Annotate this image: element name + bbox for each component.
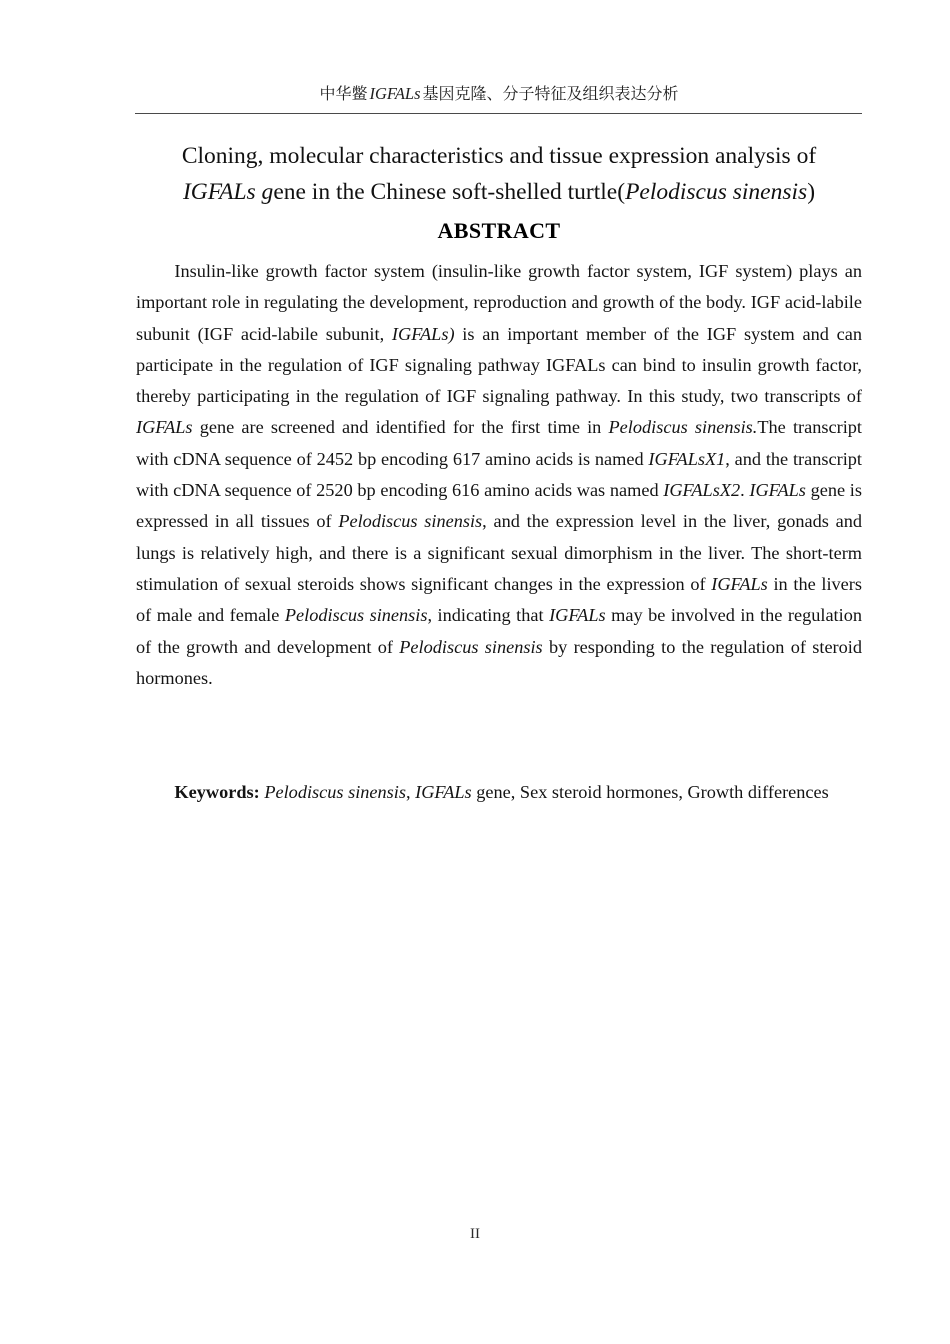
title-line-2-roman: ene in the Chinese soft-shelled turtle( xyxy=(273,179,626,205)
text-run-17: Pelodiscus sinensis xyxy=(284,605,428,626)
keywords-values xyxy=(260,782,829,802)
abstract-heading: ABSTRACT xyxy=(437,218,561,243)
text-run-4: gene are screened and identified for the first time in xyxy=(192,417,609,438)
text-run-14: , and the expression level in the liver, gonads and lungs is relatively high, and there is a significant sexual dimorphism in the liver. The short-term stimulation of sexual steroids shows significant changes in the expression of xyxy=(136,511,862,594)
text-run-4: gene, Sex steroid hormones, Growth differences xyxy=(471,782,829,802)
text-run-8: , and the transcript with cDNA sequence of 2520 bp encoding 616 amino acids was named xyxy=(136,448,862,501)
text-run-1: IGFALs) xyxy=(391,323,455,344)
running-header-gene-name: IGFALs xyxy=(369,84,421,103)
title-line-1: Cloning, molecular characteristics and tissue expression analysis of xyxy=(181,143,817,169)
text-run-7: IGFALsX1 xyxy=(648,448,726,469)
text-run-3: IGFALs xyxy=(136,417,193,438)
text-run-15: IGFALs xyxy=(711,573,768,594)
abstract-body xyxy=(136,256,862,694)
page-title xyxy=(136,138,862,210)
running-header-cjk-after: 基因克隆、分子特征及组织表达分析 xyxy=(422,84,679,103)
text-run-2: , xyxy=(405,782,416,802)
text-run-10: . xyxy=(740,480,750,501)
text-run-22: by responding to the regulation of steroid hormones. xyxy=(136,636,863,688)
text-run-9: IGFALsX2 xyxy=(663,480,741,501)
page-number-footer: II xyxy=(470,1226,480,1242)
keywords-label: Keywords: xyxy=(174,782,260,802)
abstract-paragraph xyxy=(136,256,862,694)
title-line-2-close-paren: ) xyxy=(807,179,816,205)
running-header-cjk-before: 中华鳖 xyxy=(319,84,368,103)
text-run-5: Pelodiscus sinensis. xyxy=(608,417,758,438)
running-header xyxy=(136,82,862,106)
text-run-21: Pelodiscus sinensis xyxy=(399,636,543,657)
text-run-2: is an important member of the IGF system and can participate in the regulation of IGF signaling pathway IGFALs can bind to insulin growth factor, thereby participating in the regulation of IGF signaling pathway. In this study, two transcripts of xyxy=(136,323,862,407)
keywords-line xyxy=(136,777,862,808)
header-rule-divider xyxy=(135,113,862,114)
text-run-13: Pelodiscus sinensis xyxy=(338,511,483,532)
text-run-20: may be involved in the regulation of the growth and development of xyxy=(136,605,863,657)
text-run-6: The transcript with cDNA sequence of 2452 bp encoding 617 amino acids is named xyxy=(136,417,862,469)
text-run-0: Insulin-like growth factor system (insulin-like growth factor system, IGF system) plays an important role in regulating the development, reproduction and growth of the body. IGF acid-labile subunit (IGF acid-labile subunit, xyxy=(136,261,862,344)
text-run-11: IGFALs xyxy=(749,480,806,501)
text-run-1: Pelodiscus sinensis xyxy=(264,782,406,802)
title-line-2-gene: IGFALs g xyxy=(182,179,274,205)
text-run-19: IGFALs xyxy=(549,605,606,626)
text-run-12: gene is expressed in all tissues of xyxy=(136,480,862,532)
title-line-2-species: Pelodiscus sinensis xyxy=(625,179,808,205)
text-run-16: in the livers of male and female xyxy=(136,573,862,626)
text-run-3: IGFALs xyxy=(415,782,472,802)
text-run-18: , indicating that xyxy=(427,605,550,626)
